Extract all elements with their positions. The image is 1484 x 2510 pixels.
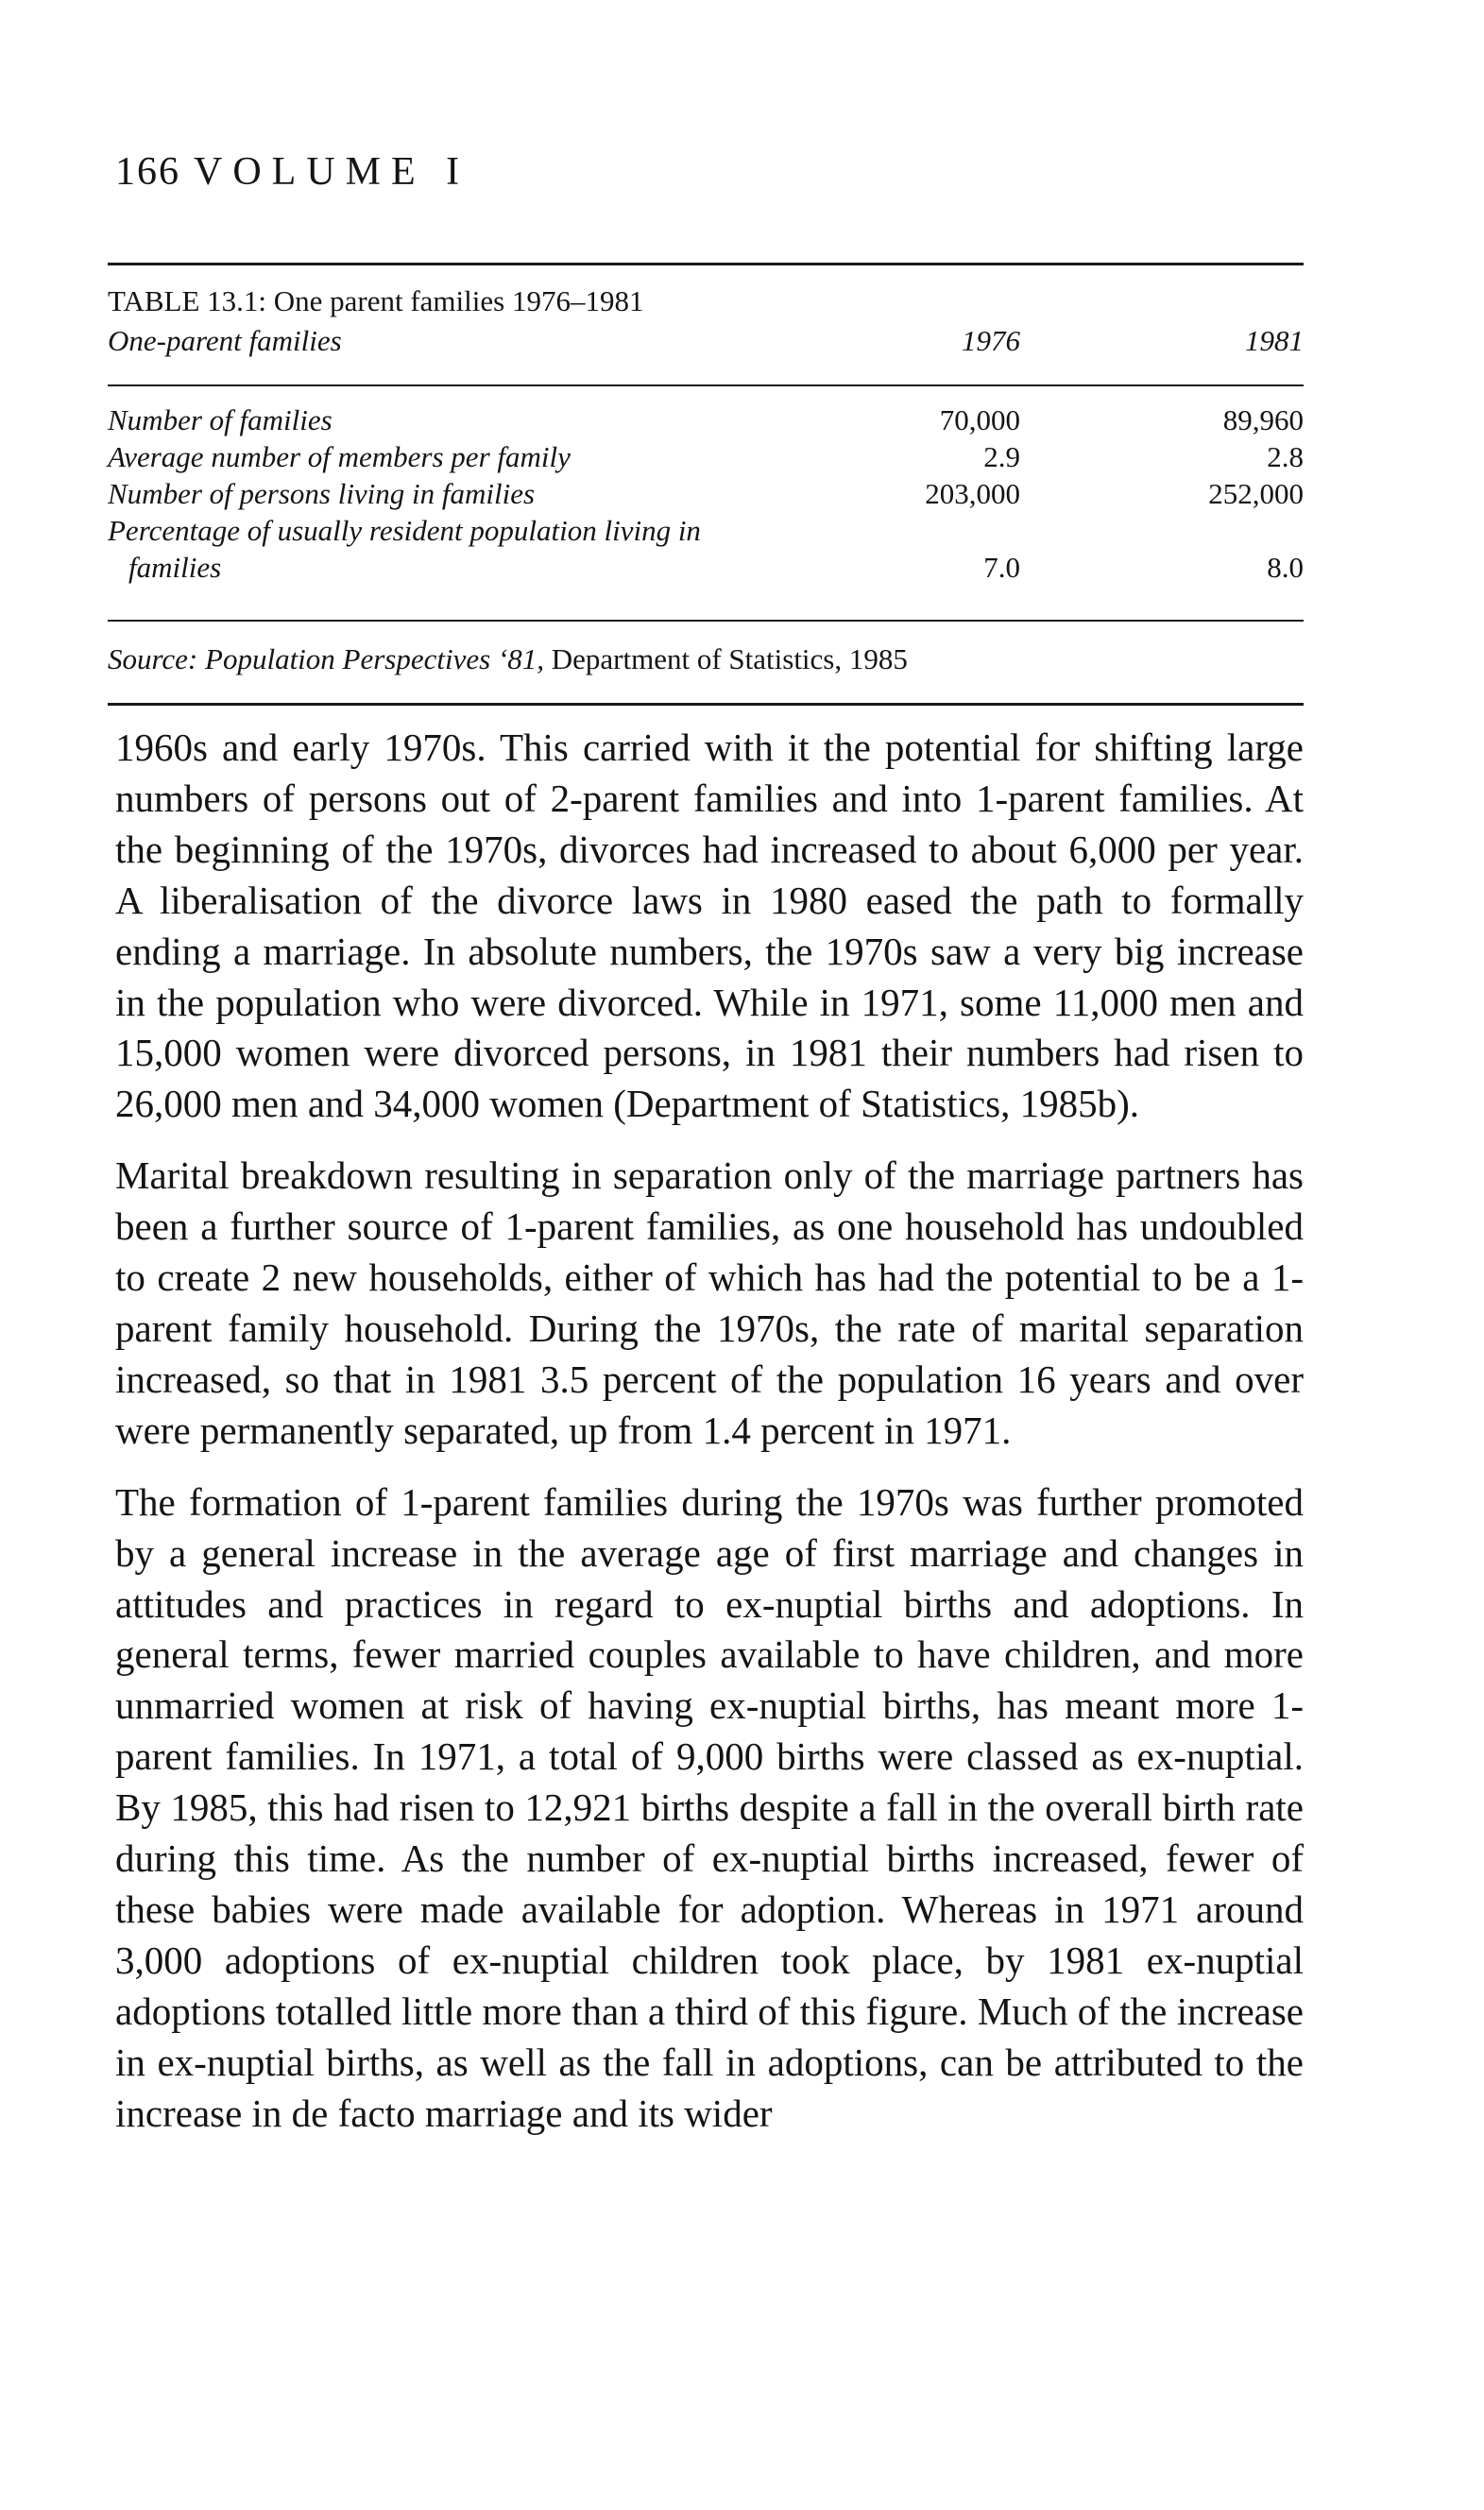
cell-1981: 8.0 bbox=[1267, 551, 1304, 584]
stub-head: One-parent families bbox=[108, 324, 342, 357]
paragraph: Marital breakdown resulting in separation only of the marriage partners has been a further source of 1-parent families, as one household has undoubled to create 2 new households, either of which has had the potential to be a 1-parent family household. During the 1970s, the rate of marital separation increased, so that in 1981 3.5 percent of the population 16 years and over were permanently separated, up from 1.4 percent in 1971. bbox=[115, 1153, 1304, 1452]
table-row bbox=[108, 438, 1304, 475]
column-head-1976: 1976 bbox=[962, 324, 1020, 357]
table-row bbox=[108, 475, 1304, 512]
paragraph: 1960s and early 1970s. This carried with it the potential for shifting large numbers of persons out of 2-parent families and into 1-parent families. At the beginning of the 1970s, divorces had increased to about 6,000 per year. A liberalisation of the divorce laws in 1980 eased the path to formally ending a marriage. In absolute numbers, the 1970s saw a very big increase in the population who were divorced. While in 1971, some 11,000 men and 15,000 women were divorced persons, in 1981 their numbers had risen to 26,000 men and 34,000 women (Department of Statistics, 1985b). bbox=[115, 726, 1304, 1126]
column-head-1981: 1981 bbox=[1245, 324, 1304, 357]
cell-1976: 7.0 bbox=[983, 551, 1020, 584]
table-source-rule bbox=[108, 620, 1304, 622]
cell-1976: 2.9 bbox=[983, 440, 1020, 473]
row-label-line-2: families bbox=[128, 551, 222, 584]
table-13-1 bbox=[108, 263, 1304, 706]
cell-1981: 2.8 bbox=[1267, 440, 1304, 473]
cell-1981: 89,960 bbox=[1222, 403, 1304, 436]
running-head bbox=[115, 149, 469, 195]
source-title: Population Perspectives ‘81, bbox=[205, 642, 545, 675]
source-rest: Department of Statistics, 1985 bbox=[544, 642, 908, 675]
cell-1976: 203,000 bbox=[925, 477, 1020, 510]
row-label: Number of families bbox=[108, 403, 333, 436]
body-text bbox=[115, 723, 1304, 2139]
table-source bbox=[108, 640, 1304, 678]
cell-1981: 252,000 bbox=[1208, 477, 1304, 510]
cell-1976: 70,000 bbox=[939, 403, 1020, 436]
page-number: 166 bbox=[115, 150, 180, 194]
table-top-rule bbox=[108, 263, 1304, 265]
table-caption: TABLE 13.1: One parent families 1976–1981 bbox=[108, 284, 644, 317]
row-label-line-1: Percentage of usually resident population living in bbox=[108, 514, 701, 547]
table-column-headers bbox=[108, 320, 1304, 366]
row-label: Average number of members per family bbox=[108, 440, 571, 473]
volume-label: VOLUME I bbox=[194, 150, 470, 194]
table-bottom-rule bbox=[108, 703, 1304, 706]
table-row bbox=[108, 401, 1304, 438]
table-body bbox=[108, 386, 1304, 586]
row-label: Number of persons living in families bbox=[108, 477, 536, 510]
source-prefix: Source: bbox=[108, 642, 206, 675]
table-row bbox=[108, 512, 1304, 586]
row-label bbox=[108, 512, 807, 586]
paragraph: The formation of 1-parent families during the 1970s was further promoted by a general increase in the average age of first marriage and changes in attitudes and practices in regard to ex-nuptial births and adoptions. In general terms, fewer married couples available to have children, and more unmarried women at risk of having ex-nuptial births, has meant more 1-parent families. In 1971, a total of 9,000 births were classed as ex-nuptial. By 1985, this had risen to 12,921 births despite a fall in the overall birth rate during this time. As the number of ex-nuptial births increased, fewer of these babies were made available for adoption. Whereas in 1971 around 3,000 adoptions of ex-nuptial children took place, by 1981 ex-nuptial adoptions totalled little more than a third of this figure. Much of the increase in ex-nuptial births, as well as the fall in adoptions, can be attributed to the increase in de facto marriage and its wider bbox=[115, 1479, 1304, 2135]
